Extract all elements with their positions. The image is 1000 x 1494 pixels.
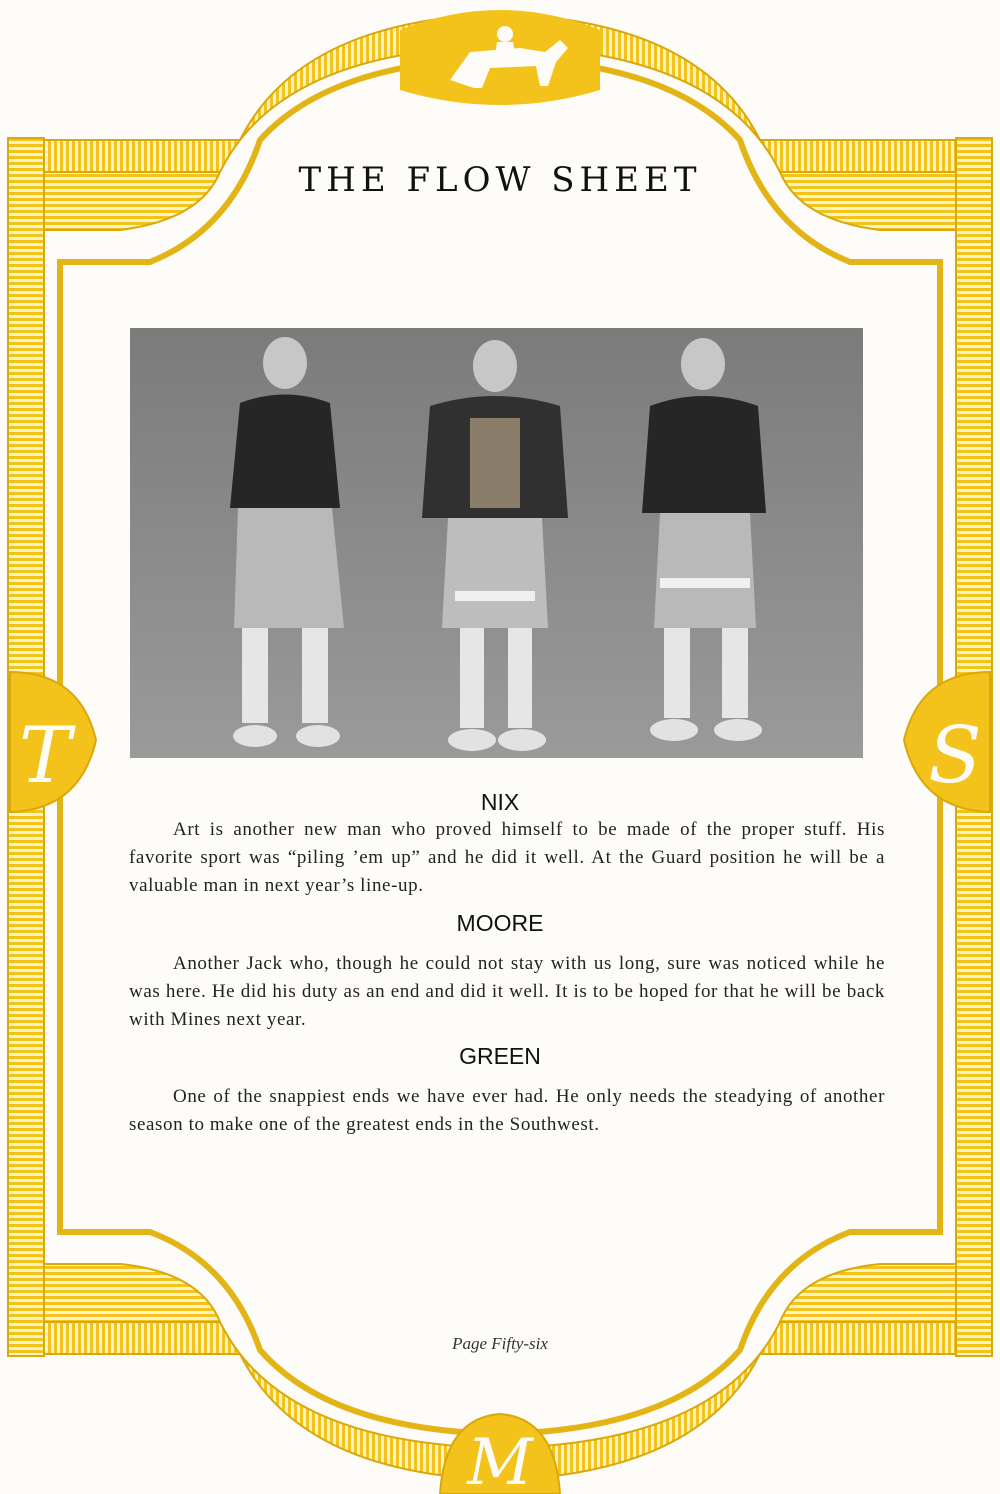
burro-emblem	[400, 10, 600, 105]
player-bio-moore: Another Jack who, though he could not stay with us long, sure was noticed while he was here. He did his duty as an end and did it well. It is to be hoped for that he will be back with Mines next year.	[129, 953, 885, 1030]
svg-text:S: S	[928, 711, 982, 801]
svg-text:T: T	[18, 711, 72, 801]
team-photo	[130, 328, 863, 758]
player-heading-moore: MOORE	[456, 910, 544, 936]
page-number: Page Fifty-six	[452, 1334, 548, 1353]
svg-text:M: M	[467, 1426, 533, 1494]
three-players-photo	[130, 328, 863, 758]
player-heading-nix: NIX	[480, 789, 520, 815]
player-bio-green: One of the snappiest ends we have ever had. He only needs the steadying of another season to make one of the greatest ends in the Southwest.	[129, 1086, 885, 1135]
page-title: THE FLOW SHEET	[298, 160, 702, 200]
player-heading-green: GREEN	[459, 1043, 541, 1069]
player-bio-nix: Art is another new man who proved himself to be made of the proper stuff. His favorite sport was “piling ’em up” and he did it well. At the Guard position he will be a valuable man in next year’s line-up.	[129, 819, 885, 896]
